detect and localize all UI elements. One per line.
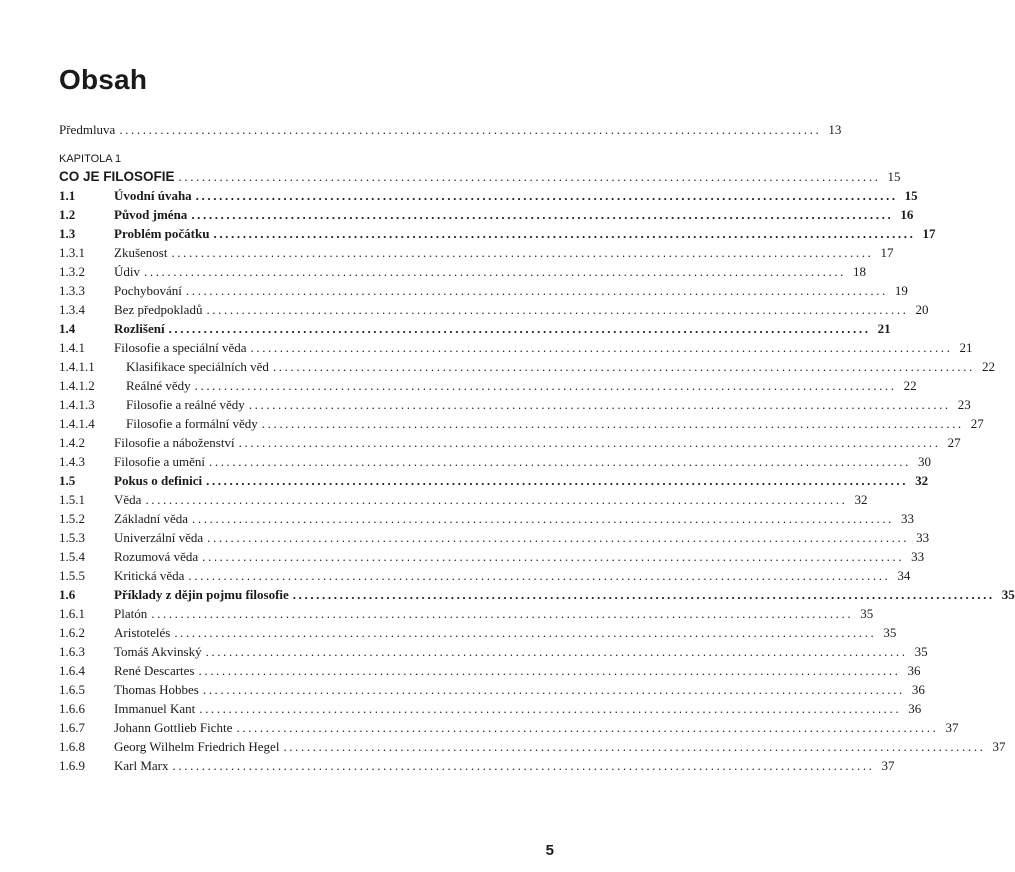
toc-entry bbox=[59, 186, 918, 205]
dot-leader: ........................................................................................................................ bbox=[195, 188, 898, 203]
toc-entry bbox=[59, 452, 931, 471]
dot-leader: ........................................................................................................................ bbox=[206, 302, 909, 317]
toc-entry bbox=[59, 357, 995, 376]
toc-entry-text: Rozumová věda bbox=[114, 549, 199, 564]
toc-entry-number: 1.5.2 bbox=[59, 511, 85, 526]
toc-entry bbox=[59, 490, 868, 509]
toc-entry-text: Aristotelés bbox=[114, 625, 171, 640]
toc-entry bbox=[59, 338, 973, 357]
toc-entry-text: Původ jména bbox=[114, 207, 188, 222]
toc-entry bbox=[59, 528, 930, 547]
dot-leader: ........................................................................................................................ bbox=[178, 169, 881, 184]
toc-entry-text: Předmluva bbox=[59, 122, 116, 137]
toc-entry-page: 36 bbox=[908, 701, 922, 716]
toc-entry-page: 19 bbox=[894, 283, 908, 298]
dot-leader: ........................................................................................................................ bbox=[151, 606, 854, 621]
toc-entry-number: 1.4.3 bbox=[59, 454, 85, 469]
toc-entry-page: 21 bbox=[959, 340, 973, 355]
dot-leader: ........................................................................................................................ bbox=[202, 549, 905, 564]
toc-entry bbox=[59, 718, 959, 737]
toc-entry-page: 35 bbox=[1001, 587, 1015, 602]
dot-leader: ........................................................................................................................ bbox=[205, 644, 908, 659]
toc-entry-number: 1.4.1.4 bbox=[59, 416, 95, 431]
chapter-title bbox=[59, 167, 901, 186]
toc-entry bbox=[59, 205, 914, 224]
toc-entry-number: 1.4.2 bbox=[59, 435, 85, 450]
table-of-contents bbox=[59, 120, 1015, 775]
dot-leader: ........................................................................................................................ bbox=[168, 321, 871, 336]
toc-entry-text: Úvodní úvaha bbox=[114, 188, 192, 203]
toc-entry-page: 18 bbox=[853, 264, 866, 279]
toc-entry-text: Filosofie a náboženství bbox=[114, 435, 235, 450]
toc-entry-text: Platón bbox=[114, 606, 148, 621]
toc-entry-number: 1.6.9 bbox=[59, 758, 85, 773]
toc-entry-text: Problém počátku bbox=[114, 226, 210, 241]
toc-entry-page: 23 bbox=[957, 397, 971, 412]
toc-entry-number: 1.3.4 bbox=[59, 302, 85, 317]
toc-entry bbox=[59, 471, 929, 490]
toc-entry bbox=[59, 414, 984, 433]
toc-entry-number: 1.4.1.3 bbox=[59, 397, 95, 412]
toc-entry-page: 22 bbox=[903, 378, 917, 393]
dot-leader: ........................................................................................................................ bbox=[206, 473, 909, 488]
toc-entry-text: René Descartes bbox=[114, 663, 195, 678]
toc-entry bbox=[59, 300, 929, 319]
toc-entry bbox=[59, 737, 1006, 756]
toc-entry-text: Rozlišení bbox=[114, 321, 165, 336]
toc-entry-number: 1.4 bbox=[59, 321, 76, 336]
dot-leader: ........................................................................................................................ bbox=[207, 530, 910, 545]
dot-leader: ........................................................................................................................ bbox=[172, 758, 875, 773]
toc-entry bbox=[59, 395, 971, 414]
toc-entry-text: Univerzální věda bbox=[114, 530, 204, 545]
dot-leader: ........................................................................................................................ bbox=[144, 264, 846, 279]
toc-entry-text: Filosofie a speciální věda bbox=[114, 340, 247, 355]
toc-entry-number: 1.3 bbox=[59, 226, 76, 241]
toc-entry-number: 1.6.2 bbox=[59, 625, 85, 640]
toc-entry-number: 1.6.7 bbox=[59, 720, 85, 735]
chapter-title-text: CO JE FILOSOFIE bbox=[59, 169, 175, 184]
toc-entry bbox=[59, 547, 925, 566]
toc-entry bbox=[59, 699, 922, 718]
toc-entry-page: 15 bbox=[904, 188, 918, 203]
dot-leader: ........................................................................................................................ bbox=[185, 283, 888, 298]
dot-leader: ........................................................................................................................ bbox=[191, 207, 894, 222]
toc-entry-number: 1.5.5 bbox=[59, 568, 85, 583]
toc-entry-text: Filosofie a reálné vědy bbox=[126, 397, 245, 412]
toc-entry-page: 17 bbox=[880, 245, 894, 260]
toc-entry-page: 37 bbox=[881, 758, 895, 773]
toc-entry-number: 1.5.4 bbox=[59, 549, 85, 564]
dot-leader: ........................................................................................................................ bbox=[292, 587, 995, 602]
toc-entry-page: 13 bbox=[828, 122, 842, 137]
toc-entry-number: 1.6.1 bbox=[59, 606, 85, 621]
toc-entry bbox=[59, 604, 874, 623]
dot-leader: ........................................................................................................................ bbox=[261, 416, 964, 431]
toc-entry-page: 36 bbox=[911, 682, 925, 697]
toc-entry bbox=[59, 224, 936, 243]
toc-entry bbox=[59, 756, 895, 775]
toc-entry-page: 17 bbox=[922, 226, 936, 241]
toc-entry-number: 1.6.5 bbox=[59, 682, 85, 697]
toc-entry-page: 32 bbox=[915, 473, 929, 488]
toc-entry-text: Základní věda bbox=[114, 511, 188, 526]
toc-entry-number: 1.2 bbox=[59, 207, 76, 222]
toc-entry bbox=[59, 281, 908, 300]
toc-entry-page: 20 bbox=[915, 302, 929, 317]
toc-entry bbox=[59, 661, 921, 680]
dot-leader: ........................................................................................................................ bbox=[250, 340, 953, 355]
dot-leader: ........................................................................................................................ bbox=[209, 454, 911, 469]
toc-entry-text: Filosofie a umění bbox=[114, 454, 205, 469]
toc-entry-number: 1.3.1 bbox=[59, 245, 85, 260]
toc-entry-text: Příklady z dějin pojmu filosofie bbox=[114, 587, 289, 602]
toc-entry-text: Tomáš Akvinský bbox=[114, 644, 202, 659]
toc-entry bbox=[59, 623, 897, 642]
dot-leader: ........................................................................................................................ bbox=[283, 739, 986, 754]
toc-entry bbox=[59, 585, 1015, 604]
dot-leader: ........................................................................................................................ bbox=[198, 663, 901, 678]
toc-entry-text: Pochybování bbox=[114, 283, 182, 298]
page-number: 5 bbox=[545, 842, 554, 859]
dot-leader: ........................................................................................................................ bbox=[171, 245, 874, 260]
toc-entry-text: Immanuel Kant bbox=[114, 701, 196, 716]
toc-entry-page: 35 bbox=[914, 644, 928, 659]
toc-entry-number: 1.5.1 bbox=[59, 492, 85, 507]
toc-entry-page: 33 bbox=[901, 511, 914, 526]
toc-entry-page: 37 bbox=[992, 739, 1006, 754]
toc-entry-number: 1.4.1.2 bbox=[59, 378, 95, 393]
toc-entry-text: Thomas Hobbes bbox=[114, 682, 199, 697]
toc-entry bbox=[59, 262, 866, 281]
toc-entry bbox=[59, 243, 894, 262]
toc-entry-text: Bez předpokladů bbox=[114, 302, 203, 317]
toc-entry bbox=[59, 433, 961, 452]
dot-leader: ........................................................................................................................ bbox=[272, 359, 975, 374]
toc-entry-text: Johann Gottlieb Fichte bbox=[114, 720, 233, 735]
toc-entry-page: 27 bbox=[947, 435, 961, 450]
toc-entry bbox=[59, 376, 917, 395]
toc-entry-number: 1.3.3 bbox=[59, 283, 85, 298]
dot-leader: ........................................................................................................................ bbox=[202, 682, 905, 697]
dot-leader: ........................................................................................................................ bbox=[199, 701, 902, 716]
dot-leader: ........................................................................................................................ bbox=[194, 378, 897, 393]
toc-entry-page: 32 bbox=[854, 492, 868, 507]
toc-entry bbox=[59, 509, 914, 528]
toc-entry-number: 1.6.3 bbox=[59, 644, 85, 659]
toc-entry-page: 36 bbox=[907, 663, 921, 678]
toc-entry-page: 33 bbox=[916, 530, 930, 545]
toc-entry-page: 21 bbox=[877, 321, 891, 336]
toc-entries bbox=[59, 186, 1015, 775]
toc-entry-text: Filosofie a formální vědy bbox=[126, 416, 258, 431]
toc-entry-number: 1.6.4 bbox=[59, 663, 85, 678]
toc-entry-text: Pokus o definici bbox=[114, 473, 203, 488]
toc-entry-number: 1.4.1.1 bbox=[59, 359, 95, 374]
dot-leader: ........................................................................................................................ bbox=[236, 720, 939, 735]
dot-leader: ........................................................................................................................ bbox=[188, 568, 891, 583]
page-title: Obsah bbox=[59, 64, 148, 95]
toc-entry-page: 37 bbox=[945, 720, 959, 735]
toc-entry-preface bbox=[59, 120, 842, 139]
toc-entry-text: Georg Wilhelm Friedrich Hegel bbox=[114, 739, 280, 754]
toc-entry-number: 1.5 bbox=[59, 473, 76, 488]
dot-leader: ........................................................................................................................ bbox=[145, 492, 848, 507]
toc-entry-page: 35 bbox=[860, 606, 874, 621]
toc-entry-number: 1.6.6 bbox=[59, 701, 85, 716]
dot-leader: ........................................................................................................................ bbox=[238, 435, 941, 450]
toc-entry-text: Zkušenost bbox=[114, 245, 168, 260]
dot-leader: ........................................................................................................................ bbox=[192, 511, 894, 526]
toc-entry-text: Karl Marx bbox=[114, 758, 169, 773]
toc-entry-number: 1.1 bbox=[59, 188, 76, 203]
dot-leader: ........................................................................................................................ bbox=[248, 397, 951, 412]
dot-leader: ........................................................................................................................ bbox=[174, 625, 877, 640]
toc-entry-number: 1.3.2 bbox=[59, 264, 85, 279]
toc-entry-number: 1.6 bbox=[59, 587, 76, 602]
toc-entry-text: Klasifikace speciálních věd bbox=[126, 359, 269, 374]
chapter-page: 15 bbox=[887, 169, 901, 184]
toc-entry-page: 30 bbox=[918, 454, 931, 469]
toc-entry-page: 22 bbox=[981, 359, 995, 374]
toc-entry bbox=[59, 680, 925, 699]
toc-entry-text: Věda bbox=[114, 492, 142, 507]
toc-entry-text: Údiv bbox=[114, 264, 140, 279]
toc-entry-text: Kritická věda bbox=[114, 568, 185, 583]
toc-entry-text: Reálné vědy bbox=[126, 378, 191, 393]
chapter-label-text: KAPITOLA 1 bbox=[59, 153, 122, 165]
toc-entry bbox=[59, 319, 891, 338]
toc-entry-page: 34 bbox=[897, 568, 911, 583]
toc-entry-page: 27 bbox=[970, 416, 984, 431]
chapter-label bbox=[59, 151, 557, 167]
toc-entry-page: 35 bbox=[883, 625, 897, 640]
dot-leader: ........................................................................................................................ bbox=[213, 226, 916, 241]
toc-entry-number: 1.4.1 bbox=[59, 340, 85, 355]
toc-entry bbox=[59, 642, 928, 661]
toc-entry-number: 1.6.8 bbox=[59, 739, 85, 754]
toc-entry-page: 16 bbox=[900, 207, 914, 222]
toc-entry-page: 33 bbox=[911, 549, 925, 564]
toc-entry-number: 1.5.3 bbox=[59, 530, 85, 545]
toc-entry bbox=[59, 566, 911, 585]
dot-leader: ........................................................................................................................ bbox=[119, 122, 822, 137]
